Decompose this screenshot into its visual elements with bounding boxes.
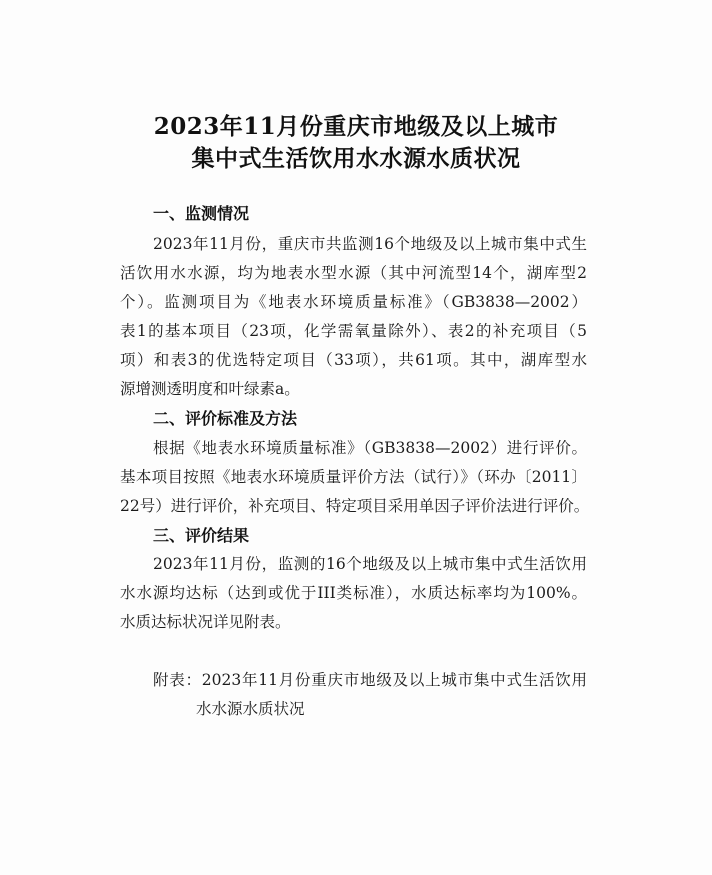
paragraph-line: 个）。监测项目为《地表水环境质量标准》（GB3838—2002） (120, 293, 587, 311)
section-heading-results: 三、评价结果 (153, 526, 250, 545)
paragraph-line: 源增测透明度和叶绿素a。 (120, 380, 300, 398)
paragraph-line: 2023年11月份，监测的16个地级及以上城市集中式生活饮用 (153, 555, 587, 573)
attachment-note-continued: 水水源水质状况 (196, 700, 305, 718)
paragraph-line: 水质达标状况详见附表。 (120, 613, 291, 631)
paragraph-line: 表1的基本项目（23项，化学需氧量除外）、表2的补充项目（5 (120, 322, 587, 340)
section-heading-evaluation-method: 二、评价标准及方法 (153, 409, 298, 428)
paragraph-line: 项）和表3的优选特定项目（33项），共61项。其中，湖库型水 (120, 351, 587, 369)
document-title-line-1: 2023年11月份重庆市地级及以上城市 (153, 113, 559, 140)
section-heading-monitoring: 一、监测情况 (153, 204, 250, 223)
paragraph-line: 基本项目按照《地表水环境质量评价方法（试行）》（环办〔2011〕 (120, 468, 587, 486)
paragraph-line: 水水源均达标（达到或优于III类标准），水质达标率均为100%。 (120, 584, 587, 602)
paragraph-line: 根据《地表水环境质量标准》（GB3838—2002）进行评价。 (153, 439, 587, 457)
paragraph-line: 活饮用水水源，均为地表水型水源（其中河流型14个，湖库型2 (120, 264, 587, 282)
document-title-line-2: 集中式生活饮用水水源水质状况 (191, 145, 521, 172)
paragraph-line: 2023年11月份，重庆市共监测16个地级及以上城市集中式生 (153, 235, 587, 253)
paragraph-line: 22号）进行评价，补充项目、特定项目采用单因子评价法进行评价。 (120, 497, 590, 515)
attachment-note: 附表：2023年11月份重庆市地级及以上城市集中式生活饮用 (153, 671, 587, 689)
